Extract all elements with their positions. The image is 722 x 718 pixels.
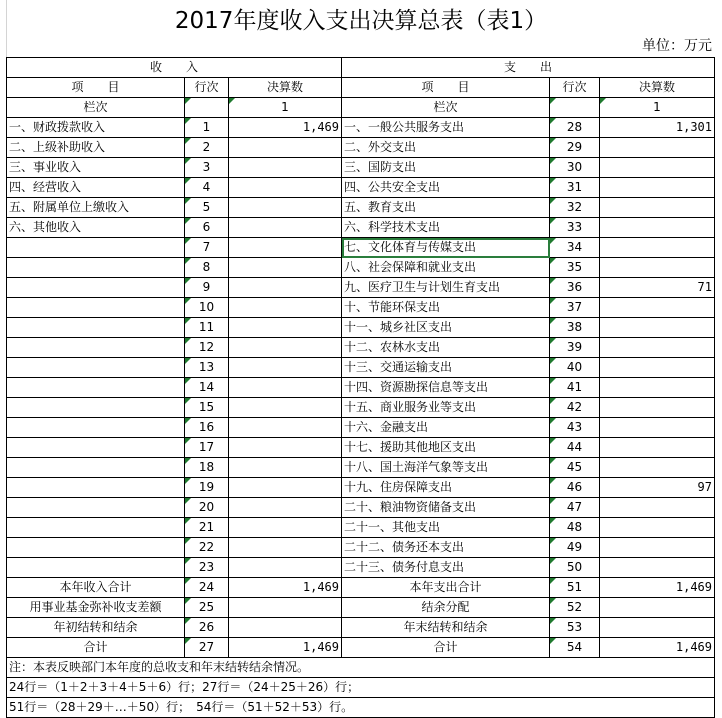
income-summary-label[interactable]: 本年收入合计 [7,578,185,598]
income-item-cell[interactable]: 五、附属单位上缴收入 [7,198,185,218]
expense-amount-cell[interactable] [600,458,715,478]
expense-item-cell[interactable]: 十九、住房保障支出 [342,478,550,498]
income-amount-cell[interactable] [229,318,342,338]
income-amount-header[interactable]: 决算数 [229,78,342,98]
income-amount-cell[interactable] [229,518,342,538]
expense-amount-cell[interactable] [600,358,715,378]
income-summary-amount[interactable] [229,618,342,638]
income-item-cell[interactable] [7,298,185,318]
expense-item-header[interactable]: 项 目 [342,78,550,98]
income-amount-cell[interactable] [229,258,342,278]
expense-item-cell[interactable]: 十、节能环保支出 [342,298,550,318]
page-title: 2017年度收入支出决算总表（表1） [174,8,548,34]
expense-row-no-cell[interactable]: 32 [550,198,600,218]
table-row [7,138,715,158]
income-summary-amount[interactable] [229,598,342,618]
expense-summary-row-no[interactable]: 53 [550,618,600,638]
expense-amount-cell[interactable]: 97 [600,478,715,498]
expense-row-no-cell[interactable]: 50 [550,558,600,578]
expense-amount-cell[interactable] [600,238,715,258]
income-row-no-cell[interactable]: 22 [185,538,229,558]
expense-row-no-cell[interactable]: 43 [550,418,600,438]
expense-item-cell[interactable]: 八、社会保障和就业支出 [342,258,550,278]
expense-row-no-cell[interactable]: 40 [550,358,600,378]
note-row [7,698,715,718]
table-row [7,478,715,498]
income-item-cell[interactable] [7,438,185,458]
table-row [7,518,715,538]
income-item-cell[interactable]: 三、事业收入 [7,158,185,178]
income-amount-cell[interactable] [229,218,342,238]
income-item-cell[interactable] [7,398,185,418]
expense-summary-row-no[interactable]: 54 [550,638,600,658]
expense-item-cell[interactable]: 二、外交支出 [342,138,550,158]
expense-row-no-cell[interactable]: 29 [550,138,600,158]
income-row-no-cell[interactable]: 20 [185,498,229,518]
income-section-header[interactable]: 收 入 [7,58,342,78]
expense-row-no-cell[interactable]: 46 [550,478,600,498]
expense-summary-amount[interactable] [600,618,715,638]
income-item-cell[interactable] [7,358,185,378]
table-row [7,438,715,458]
table-note[interactable]: 51行＝（28＋29＋…＋50）行； 54行＝（51＋52＋53）行。 [7,698,715,718]
expense-row-no-cell[interactable]: 47 [550,498,600,518]
income-item-cell[interactable] [7,318,185,338]
expense-item-cell[interactable]: 十一、城乡社区支出 [342,318,550,338]
income-item-cell[interactable]: 二、上级补助收入 [7,138,185,158]
expense-item-cell[interactable]: 二十一、其他支出 [342,518,550,538]
expense-row-no-cell[interactable]: 45 [550,458,600,478]
income-row-no-cell[interactable]: 2 [185,138,229,158]
table-row [7,338,715,358]
expense-row-no-cell[interactable]: 42 [550,398,600,418]
table-row [7,558,715,578]
table-row [7,218,715,238]
expense-summary-label[interactable]: 年末结转和结余 [342,618,550,638]
income-item-cell[interactable] [7,458,185,478]
income-item-cell[interactable] [7,378,185,398]
income-item-cell[interactable] [7,558,185,578]
expense-summary-row-no[interactable]: 51 [550,578,600,598]
income-item-cell[interactable] [7,498,185,518]
summary-row [7,598,715,618]
income-item-cell[interactable]: 四、经营收入 [7,178,185,198]
table-row [7,318,715,338]
expense-amount-cell[interactable] [600,538,715,558]
income-amount-cell[interactable] [229,138,342,158]
income-summary-row-no[interactable]: 24 [185,578,229,598]
expense-row-no-cell[interactable]: 48 [550,518,600,538]
unit-label: 单位：万元 [642,38,712,54]
income-amount-cell[interactable] [229,238,342,258]
expense-item-cell[interactable]: 十二、农林水支出 [342,338,550,358]
income-row-no-cell[interactable]: 5 [185,198,229,218]
income-item-cell[interactable] [7,418,185,438]
note-row [7,658,715,678]
expense-amount-cell[interactable] [600,318,715,338]
expense-amount-cell[interactable] [600,518,715,538]
income-amount-cell[interactable] [229,398,342,418]
column-number-row [7,98,715,118]
table-row [7,538,715,558]
note-row [7,678,715,698]
income-row-no-cell[interactable]: 21 [185,518,229,538]
income-item-cell[interactable] [7,518,185,538]
expense-amount-cell[interactable] [600,198,715,218]
expense-row-no-cell[interactable]: 38 [550,318,600,338]
expense-summary-amount[interactable]: 1,469 [600,578,715,598]
income-amount-cell[interactable] [229,538,342,558]
expense-item-cell[interactable]: 九、医疗卫生与计划生育支出 [342,278,550,298]
income-row-no-cell[interactable]: 9 [185,278,229,298]
expense-item-cell[interactable]: 十四、资源勘探信息等支出 [342,378,550,398]
expense-row-no-cell[interactable]: 39 [550,338,600,358]
column-header-row [7,78,715,98]
income-amount-cell[interactable] [229,198,342,218]
income-item-cell[interactable] [7,338,185,358]
expense-amount-cell[interactable] [600,498,715,518]
expense-amount-cell[interactable] [600,558,715,578]
expense-summary-label[interactable]: 本年支出合计 [342,578,550,598]
expense-amount-cell[interactable] [600,398,715,418]
expense-row-no-cell[interactable]: 36 [550,278,600,298]
income-summary-label[interactable]: 用事业基金弥补收支差额 [7,598,185,618]
income-summary-row-no[interactable]: 26 [185,618,229,638]
expense-item-cell[interactable]: 六、科学技术支出 [342,218,550,238]
table-row [7,158,715,178]
table-note[interactable]: 24行＝（1＋2＋3＋4＋5＋6）行；27行＝（24＋25＋26）行； [7,678,715,698]
expense-amount-cell[interactable] [600,338,715,358]
table-row [7,298,715,318]
expense-item-cell[interactable]: 十三、交通运输支出 [342,358,550,378]
table-row [7,378,715,398]
expense-amount-cell[interactable] [600,438,715,458]
expense-amount-cell[interactable] [600,418,715,438]
expense-row-no-header[interactable]: 行次 [550,78,600,98]
income-row-no-cell[interactable]: 13 [185,358,229,378]
income-column-label[interactable]: 栏次 [7,98,185,118]
expense-item-cell[interactable]: 二十、粮油物资储备支出 [342,498,550,518]
income-row-no-cell[interactable]: 1 [185,118,229,138]
income-column-no[interactable]: 1 [229,98,342,118]
expense-section-header[interactable]: 支 出 [342,58,715,78]
summary-row [7,618,715,638]
income-row-no-cell[interactable]: 12 [185,338,229,358]
expense-column-label[interactable]: 栏次 [342,98,550,118]
expense-item-cell[interactable]: 十五、商业服务业等支出 [342,398,550,418]
expense-row-no-cell[interactable]: 33 [550,218,600,238]
table-row [7,278,715,298]
expense-item-cell[interactable]: 一、一般公共服务支出 [342,118,550,138]
expense-amount-cell[interactable] [600,298,715,318]
expense-amount-cell[interactable] [600,218,715,238]
expense-item-cell[interactable]: 十六、金融支出 [342,418,550,438]
income-row-no-cell[interactable]: 4 [185,178,229,198]
income-row-no-cell[interactable]: 3 [185,158,229,178]
income-amount-cell[interactable] [229,358,342,378]
income-amount-cell[interactable] [229,158,342,178]
expense-amount-cell[interactable] [600,378,715,398]
table-row [7,238,715,258]
income-row-no-cell[interactable]: 16 [185,418,229,438]
income-item-cell[interactable] [7,538,185,558]
income-row-no-cell[interactable]: 19 [185,478,229,498]
income-row-no-cell[interactable]: 7 [185,238,229,258]
section-header-row [7,58,715,78]
summary-row [7,638,715,658]
income-amount-cell[interactable] [229,338,342,358]
expense-item-cell[interactable]: 十八、国土海洋气象等支出 [342,458,550,478]
income-amount-cell[interactable]: 1,469 [229,118,342,138]
income-summary-amount[interactable]: 1,469 [229,638,342,658]
expense-item-cell[interactable]: 四、公共安全支出 [342,178,550,198]
summary-row [7,578,715,598]
income-row-no-header[interactable]: 行次 [185,78,229,98]
expense-row-no-cell[interactable]: 44 [550,438,600,458]
table-row [7,358,715,378]
expense-amount-cell[interactable] [600,178,715,198]
expense-summary-row-no[interactable]: 52 [550,598,600,618]
table-row [7,258,715,278]
table-row [7,458,715,478]
expense-summary-label[interactable]: 结余分配 [342,598,550,618]
expense-row-no-cell[interactable]: 41 [550,378,600,398]
income-item-cell[interactable]: 一、财政拨款收入 [7,118,185,138]
expense-row-no-cell[interactable]: 30 [550,158,600,178]
income-amount-cell[interactable] [229,378,342,398]
income-row-no-cell[interactable]: 8 [185,258,229,278]
income-amount-cell[interactable] [229,418,342,438]
expense-amount-cell[interactable] [600,138,715,158]
table-row [7,118,715,138]
income-row-no-cell[interactable]: 10 [185,298,229,318]
expense-amount-cell[interactable]: 1,301 [600,118,715,138]
income-summary-label[interactable]: 年初结转和结余 [7,618,185,638]
table-row [7,498,715,518]
expense-amount-cell[interactable] [600,258,715,278]
expense-item-cell[interactable]: 二十二、债务还本支出 [342,538,550,558]
income-amount-cell[interactable] [229,178,342,198]
income-column-blank[interactable] [185,98,229,118]
income-item-cell[interactable] [7,478,185,498]
income-summary-amount[interactable]: 1,469 [229,578,342,598]
income-row-no-cell[interactable]: 15 [185,398,229,418]
expense-column-no[interactable]: 1 [600,98,715,118]
income-item-cell[interactable] [7,258,185,278]
income-item-cell[interactable] [7,238,185,258]
budget-table [6,57,715,718]
income-amount-cell[interactable] [229,498,342,518]
expense-row-no-cell[interactable]: 49 [550,538,600,558]
income-row-no-cell[interactable]: 18 [185,458,229,478]
expense-row-no-cell[interactable]: 35 [550,258,600,278]
table-row [7,398,715,418]
expense-item-cell[interactable]: 十七、援助其他地区支出 [342,438,550,458]
expense-amount-cell[interactable]: 71 [600,278,715,298]
income-row-no-cell[interactable]: 6 [185,218,229,238]
expense-row-no-cell[interactable]: 34 [550,238,600,258]
expense-item-cell[interactable]: 五、教育支出 [342,198,550,218]
expense-summary-label[interactable]: 合计 [342,638,550,658]
income-row-no-cell[interactable]: 17 [185,438,229,458]
income-row-no-cell[interactable]: 14 [185,378,229,398]
expense-item-cell[interactable]: 三、国防支出 [342,158,550,178]
expense-item-cell[interactable]: 七、文化体育与传媒支出 [342,238,550,258]
expense-row-no-cell[interactable]: 37 [550,298,600,318]
expense-amount-cell[interactable] [600,158,715,178]
income-summary-row-no[interactable]: 27 [185,638,229,658]
expense-amount-header[interactable]: 决算数 [600,78,715,98]
expense-summary-amount[interactable] [600,598,715,618]
income-amount-cell[interactable] [229,278,342,298]
income-amount-cell[interactable] [229,298,342,318]
income-row-no-cell[interactable]: 23 [185,558,229,578]
income-amount-cell[interactable] [229,558,342,578]
table-row [7,418,715,438]
table-row [7,178,715,198]
expense-row-no-cell[interactable]: 31 [550,178,600,198]
income-amount-cell[interactable] [229,438,342,458]
income-amount-cell[interactable] [229,478,342,498]
expense-column-blank[interactable] [550,98,600,118]
income-item-header[interactable]: 项 目 [7,78,185,98]
income-summary-row-no[interactable]: 25 [185,598,229,618]
expense-summary-amount[interactable]: 1,469 [600,638,715,658]
expense-item-cell[interactable]: 二十三、债务付息支出 [342,558,550,578]
income-item-cell[interactable] [7,278,185,298]
income-item-cell[interactable]: 六、其他收入 [7,218,185,238]
table-row [7,198,715,218]
income-amount-cell[interactable] [229,458,342,478]
income-summary-label[interactable]: 合计 [7,638,185,658]
expense-row-no-cell[interactable]: 28 [550,118,600,138]
income-row-no-cell[interactable]: 11 [185,318,229,338]
table-note[interactable]: 注：本表反映部门本年度的总收支和年末结转结余情况。 [7,658,715,678]
